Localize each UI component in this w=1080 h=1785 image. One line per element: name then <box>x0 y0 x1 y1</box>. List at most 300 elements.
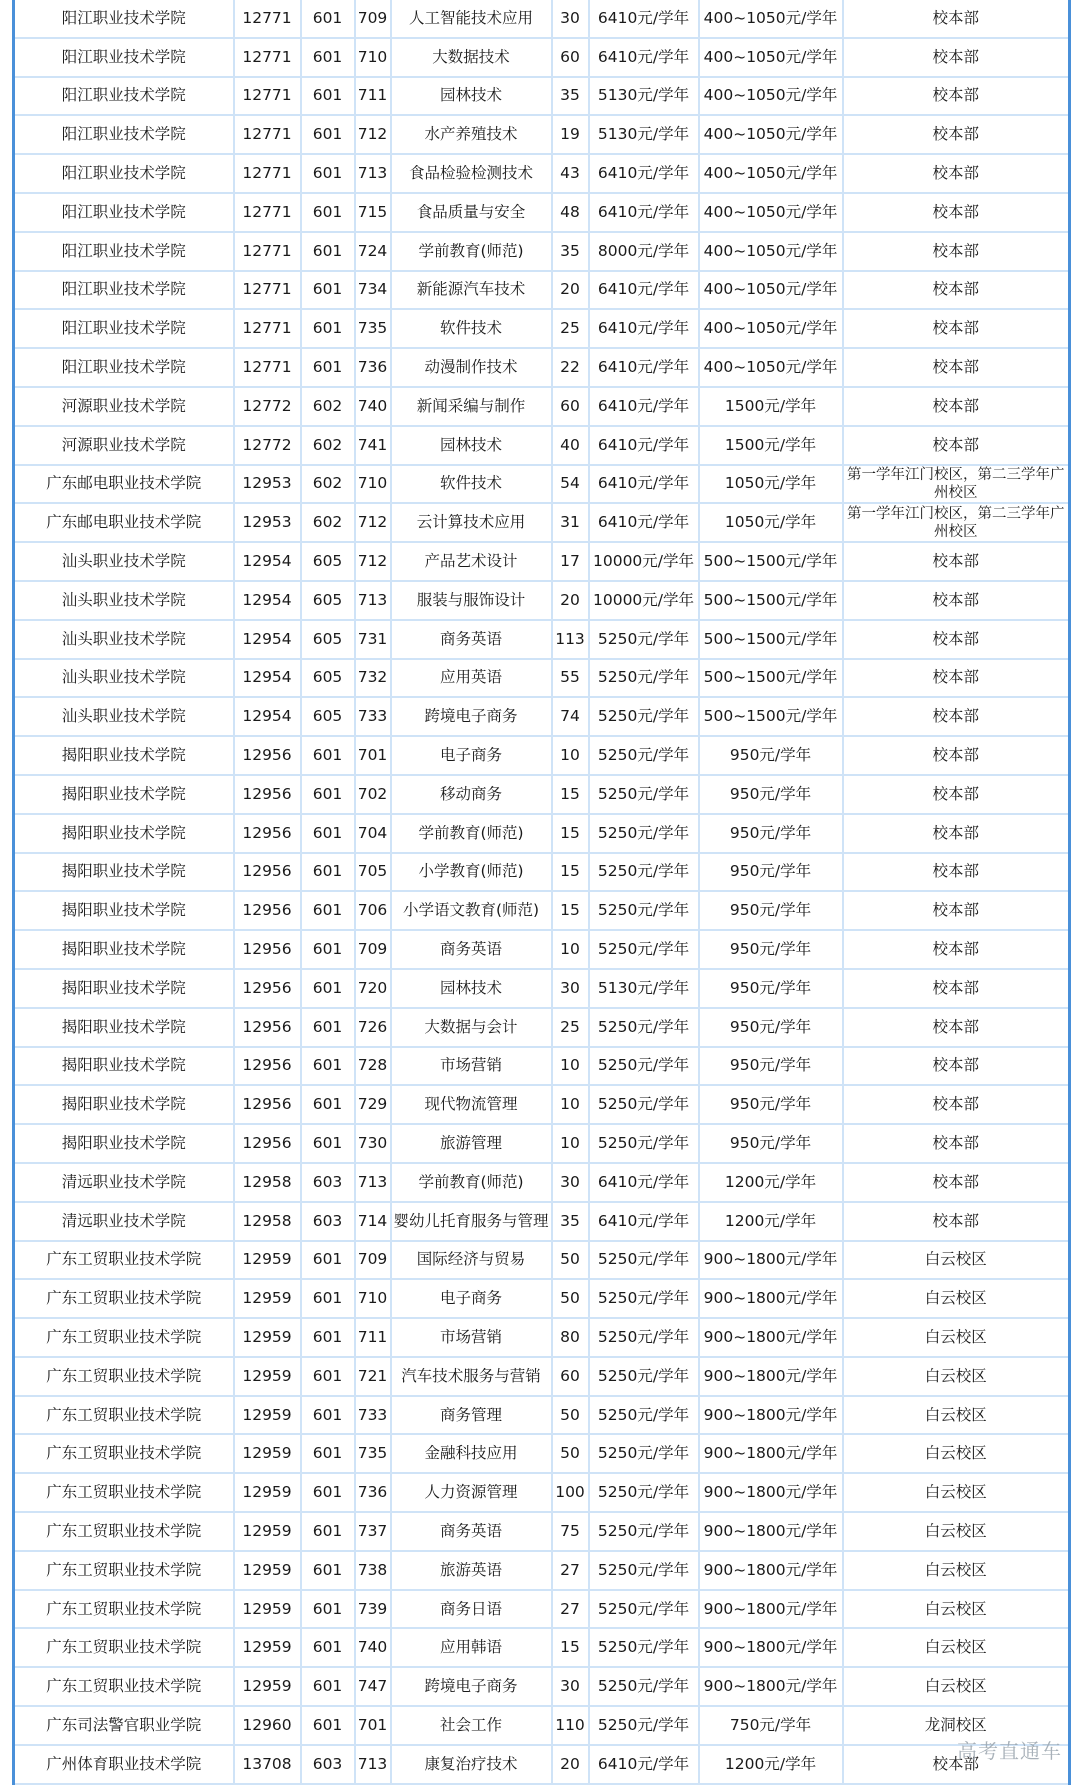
table-row <box>14 38 1070 77</box>
major-name-cell: 园林技术 <box>391 426 552 465</box>
major-name-cell: 学前教育(师范) <box>391 1163 552 1202</box>
campus-cell: 校本部 <box>843 426 1070 465</box>
major-code-cell: 721 <box>355 1357 391 1396</box>
school-cell: 广东工贸职业技术学院 <box>14 1551 234 1590</box>
plan-count-cell: 100 <box>552 1473 589 1512</box>
major-name-cell: 云计算技术应用 <box>391 503 552 542</box>
school-code-cell: 12958 <box>234 1202 301 1241</box>
dorm-fee-cell: 1200元/学年 <box>699 1745 843 1784</box>
dorm-fee-cell: 900~1800元/学年 <box>699 1590 843 1629</box>
dorm-fee-cell: 400~1050元/学年 <box>699 348 843 387</box>
group-code-cell: 605 <box>301 620 355 659</box>
plan-count-cell: 10 <box>552 1047 589 1086</box>
dorm-fee-cell: 400~1050元/学年 <box>699 309 843 348</box>
major-code-cell: 713 <box>355 581 391 620</box>
school-cell: 阳江职业技术学院 <box>14 154 234 193</box>
major-name-cell: 动漫制作技术 <box>391 348 552 387</box>
tuition-cell: 5250元/学年 <box>589 1590 699 1629</box>
campus-cell: 白云校区 <box>843 1551 1070 1590</box>
school-cell: 阳江职业技术学院 <box>14 309 234 348</box>
dorm-fee-cell: 1200元/学年 <box>699 1163 843 1202</box>
campus-cell: 校本部 <box>843 1124 1070 1163</box>
major-code-cell: 713 <box>355 1745 391 1784</box>
group-code-cell: 601 <box>301 309 355 348</box>
table-row <box>14 154 1070 193</box>
table-row <box>14 1047 1070 1086</box>
campus-cell: 白云校区 <box>843 1279 1070 1318</box>
school-cell: 广东邮电职业技术学院 <box>14 465 234 504</box>
school-cell: 揭阳职业技术学院 <box>14 1008 234 1047</box>
major-code-cell: 740 <box>355 387 391 426</box>
dorm-fee-cell: 950元/学年 <box>699 814 843 853</box>
major-name-cell: 软件技术 <box>391 309 552 348</box>
tuition-cell: 5130元/学年 <box>589 77 699 116</box>
tuition-cell: 5250元/学年 <box>589 1241 699 1280</box>
plan-count-cell: 60 <box>552 38 589 77</box>
campus-cell: 校本部 <box>843 697 1070 736</box>
dorm-fee-cell: 500~1500元/学年 <box>699 620 843 659</box>
table-row <box>14 1008 1070 1047</box>
group-code-cell: 601 <box>301 1512 355 1551</box>
campus-cell: 第一学年江门校区，第二三学年广州校区 <box>843 503 1070 542</box>
tuition-cell: 8000元/学年 <box>589 232 699 271</box>
group-code-cell: 601 <box>301 115 355 154</box>
school-code-cell: 12956 <box>234 736 301 775</box>
tuition-cell: 5250元/学年 <box>589 1628 699 1667</box>
plan-count-cell: 48 <box>552 193 589 232</box>
major-code-cell: 705 <box>355 853 391 892</box>
major-code-cell: 738 <box>355 1551 391 1590</box>
school-code-cell: 12771 <box>234 232 301 271</box>
school-code-cell: 12956 <box>234 1085 301 1124</box>
tuition-cell: 6410元/学年 <box>589 193 699 232</box>
campus-cell: 校本部 <box>843 1202 1070 1241</box>
group-code-cell: 601 <box>301 930 355 969</box>
major-code-cell: 736 <box>355 1473 391 1512</box>
plan-count-cell: 10 <box>552 930 589 969</box>
major-name-cell: 学前教育(师范) <box>391 814 552 853</box>
table-row <box>14 1279 1070 1318</box>
admission-table <box>12 0 1071 1785</box>
tuition-cell: 6410元/学年 <box>589 503 699 542</box>
school-code-cell: 13708 <box>234 1745 301 1784</box>
table-row <box>14 193 1070 232</box>
campus-cell: 校本部 <box>843 348 1070 387</box>
major-code-cell: 701 <box>355 1706 391 1745</box>
campus-cell: 白云校区 <box>843 1667 1070 1706</box>
dorm-fee-cell: 500~1500元/学年 <box>699 697 843 736</box>
major-name-cell: 跨境电子商务 <box>391 697 552 736</box>
table-row <box>14 1318 1070 1357</box>
plan-count-cell: 20 <box>552 581 589 620</box>
table-row <box>14 1202 1070 1241</box>
tuition-cell: 5130元/学年 <box>589 115 699 154</box>
school-code-cell: 12954 <box>234 620 301 659</box>
major-name-cell: 学前教育(师范) <box>391 232 552 271</box>
admission-table-container <box>12 0 1068 1785</box>
tuition-cell: 5250元/学年 <box>589 1279 699 1318</box>
major-name-cell: 食品质量与安全 <box>391 193 552 232</box>
major-name-cell: 电子商务 <box>391 736 552 775</box>
plan-count-cell: 35 <box>552 232 589 271</box>
table-row <box>14 1512 1070 1551</box>
campus-cell: 校本部 <box>843 814 1070 853</box>
school-cell: 广州体育职业技术学院 <box>14 1745 234 1784</box>
table-body <box>14 0 1070 1784</box>
plan-count-cell: 10 <box>552 1085 589 1124</box>
school-code-cell: 12771 <box>234 309 301 348</box>
tuition-cell: 5250元/学年 <box>589 930 699 969</box>
table-row <box>14 1551 1070 1590</box>
tuition-cell: 5250元/学年 <box>589 1473 699 1512</box>
school-code-cell: 12954 <box>234 542 301 581</box>
school-code-cell: 12956 <box>234 814 301 853</box>
school-code-cell: 12771 <box>234 38 301 77</box>
school-cell: 广东工贸职业技术学院 <box>14 1241 234 1280</box>
group-code-cell: 601 <box>301 77 355 116</box>
group-code-cell: 601 <box>301 1706 355 1745</box>
tuition-cell: 5250元/学年 <box>589 1085 699 1124</box>
tuition-cell: 5130元/学年 <box>589 969 699 1008</box>
group-code-cell: 605 <box>301 542 355 581</box>
major-code-cell: 715 <box>355 193 391 232</box>
tuition-cell: 6410元/学年 <box>589 309 699 348</box>
school-cell: 揭阳职业技术学院 <box>14 969 234 1008</box>
school-cell: 河源职业技术学院 <box>14 387 234 426</box>
table-row <box>14 503 1070 542</box>
major-code-cell: 733 <box>355 1396 391 1435</box>
major-name-cell: 旅游管理 <box>391 1124 552 1163</box>
school-cell: 广东工贸职业技术学院 <box>14 1396 234 1435</box>
major-code-cell: 733 <box>355 697 391 736</box>
school-cell: 阳江职业技术学院 <box>14 348 234 387</box>
major-name-cell: 商务英语 <box>391 930 552 969</box>
plan-count-cell: 75 <box>552 1512 589 1551</box>
dorm-fee-cell: 900~1800元/学年 <box>699 1512 843 1551</box>
tuition-cell: 6410元/学年 <box>589 387 699 426</box>
dorm-fee-cell: 400~1050元/学年 <box>699 271 843 310</box>
major-name-cell: 服装与服饰设计 <box>391 581 552 620</box>
plan-count-cell: 27 <box>552 1551 589 1590</box>
dorm-fee-cell: 750元/学年 <box>699 1706 843 1745</box>
campus-cell: 校本部 <box>843 659 1070 698</box>
table-row <box>14 465 1070 504</box>
school-code-cell: 12771 <box>234 0 301 38</box>
campus-cell: 校本部 <box>843 232 1070 271</box>
table-row <box>14 1590 1070 1629</box>
plan-count-cell: 10 <box>552 1124 589 1163</box>
campus-cell: 校本部 <box>843 853 1070 892</box>
tuition-cell: 6410元/学年 <box>589 271 699 310</box>
dorm-fee-cell: 500~1500元/学年 <box>699 542 843 581</box>
school-cell: 广东工贸职业技术学院 <box>14 1279 234 1318</box>
school-code-cell: 12959 <box>234 1396 301 1435</box>
tuition-cell: 6410元/学年 <box>589 1202 699 1241</box>
tuition-cell: 6410元/学年 <box>589 154 699 193</box>
major-code-cell: 712 <box>355 503 391 542</box>
dorm-fee-cell: 400~1050元/学年 <box>699 0 843 38</box>
dorm-fee-cell: 900~1800元/学年 <box>699 1396 843 1435</box>
group-code-cell: 602 <box>301 387 355 426</box>
dorm-fee-cell: 400~1050元/学年 <box>699 193 843 232</box>
school-cell: 清远职业技术学院 <box>14 1163 234 1202</box>
school-cell: 阳江职业技术学院 <box>14 115 234 154</box>
plan-count-cell: 25 <box>552 1008 589 1047</box>
school-code-cell: 12772 <box>234 387 301 426</box>
tuition-cell: 6410元/学年 <box>589 426 699 465</box>
major-code-cell: 709 <box>355 0 391 38</box>
dorm-fee-cell: 500~1500元/学年 <box>699 659 843 698</box>
plan-count-cell: 35 <box>552 77 589 116</box>
table-row <box>14 814 1070 853</box>
group-code-cell: 601 <box>301 1357 355 1396</box>
school-cell: 揭阳职业技术学院 <box>14 814 234 853</box>
group-code-cell: 603 <box>301 1163 355 1202</box>
major-code-cell: 710 <box>355 1279 391 1318</box>
table-row <box>14 1085 1070 1124</box>
tuition-cell: 5250元/学年 <box>589 1706 699 1745</box>
campus-cell: 校本部 <box>843 581 1070 620</box>
major-code-cell: 732 <box>355 659 391 698</box>
tuition-cell: 5250元/学年 <box>589 736 699 775</box>
dorm-fee-cell: 950元/学年 <box>699 1047 843 1086</box>
tuition-cell: 6410元/学年 <box>589 465 699 504</box>
tuition-cell: 5250元/学年 <box>589 814 699 853</box>
school-cell: 广东工贸职业技术学院 <box>14 1318 234 1357</box>
major-name-cell: 移动商务 <box>391 775 552 814</box>
major-name-cell: 现代物流管理 <box>391 1085 552 1124</box>
school-code-cell: 12954 <box>234 697 301 736</box>
major-name-cell: 市场营销 <box>391 1318 552 1357</box>
dorm-fee-cell: 900~1800元/学年 <box>699 1551 843 1590</box>
group-code-cell: 601 <box>301 1085 355 1124</box>
dorm-fee-cell: 500~1500元/学年 <box>699 581 843 620</box>
major-code-cell: 729 <box>355 1085 391 1124</box>
tuition-cell: 5250元/学年 <box>589 1124 699 1163</box>
major-name-cell: 大数据与会计 <box>391 1008 552 1047</box>
group-code-cell: 601 <box>301 1124 355 1163</box>
table-row <box>14 581 1070 620</box>
plan-count-cell: 113 <box>552 620 589 659</box>
group-code-cell: 601 <box>301 1551 355 1590</box>
group-code-cell: 603 <box>301 1745 355 1784</box>
plan-count-cell: 20 <box>552 271 589 310</box>
school-code-cell: 12772 <box>234 426 301 465</box>
plan-count-cell: 20 <box>552 1745 589 1784</box>
major-code-cell: 740 <box>355 1628 391 1667</box>
group-code-cell: 601 <box>301 193 355 232</box>
school-cell: 广东工贸职业技术学院 <box>14 1357 234 1396</box>
table-row <box>14 659 1070 698</box>
group-code-cell: 601 <box>301 1279 355 1318</box>
table-row <box>14 930 1070 969</box>
plan-count-cell: 15 <box>552 1628 589 1667</box>
tuition-cell: 6410元/学年 <box>589 0 699 38</box>
school-code-cell: 12771 <box>234 348 301 387</box>
plan-count-cell: 50 <box>552 1396 589 1435</box>
plan-count-cell: 10 <box>552 736 589 775</box>
dorm-fee-cell: 950元/学年 <box>699 930 843 969</box>
school-code-cell: 12956 <box>234 1124 301 1163</box>
school-code-cell: 12956 <box>234 775 301 814</box>
school-cell: 汕头职业技术学院 <box>14 542 234 581</box>
campus-cell: 校本部 <box>843 1047 1070 1086</box>
dorm-fee-cell: 900~1800元/学年 <box>699 1667 843 1706</box>
dorm-fee-cell: 900~1800元/学年 <box>699 1357 843 1396</box>
school-code-cell: 12959 <box>234 1473 301 1512</box>
group-code-cell: 601 <box>301 1318 355 1357</box>
watermark: 高考直通车 <box>957 1739 1062 1763</box>
dorm-fee-cell: 900~1800元/学年 <box>699 1241 843 1280</box>
group-code-cell: 605 <box>301 581 355 620</box>
school-cell: 揭阳职业技术学院 <box>14 853 234 892</box>
dorm-fee-cell: 900~1800元/学年 <box>699 1473 843 1512</box>
table-row <box>14 969 1070 1008</box>
dorm-fee-cell: 950元/学年 <box>699 969 843 1008</box>
campus-cell: 校本部 <box>843 154 1070 193</box>
campus-cell: 校本部 <box>843 1745 1070 1784</box>
group-code-cell: 601 <box>301 736 355 775</box>
table-row <box>14 0 1070 38</box>
school-cell: 广东工贸职业技术学院 <box>14 1628 234 1667</box>
dorm-fee-cell: 400~1050元/学年 <box>699 115 843 154</box>
campus-cell: 龙洞校区 <box>843 1706 1070 1745</box>
major-code-cell: 710 <box>355 465 391 504</box>
major-name-cell: 小学语文教育(师范) <box>391 891 552 930</box>
school-code-cell: 12954 <box>234 581 301 620</box>
campus-cell: 白云校区 <box>843 1512 1070 1551</box>
dorm-fee-cell: 950元/学年 <box>699 1124 843 1163</box>
group-code-cell: 601 <box>301 969 355 1008</box>
dorm-fee-cell: 1200元/学年 <box>699 1202 843 1241</box>
school-cell: 广东司法警官职业学院 <box>14 1706 234 1745</box>
school-cell: 揭阳职业技术学院 <box>14 736 234 775</box>
school-code-cell: 12959 <box>234 1667 301 1706</box>
school-cell: 阳江职业技术学院 <box>14 38 234 77</box>
group-code-cell: 601 <box>301 348 355 387</box>
group-code-cell: 601 <box>301 775 355 814</box>
major-name-cell: 汽车技术服务与营销 <box>391 1357 552 1396</box>
school-code-cell: 12771 <box>234 77 301 116</box>
campus-cell: 校本部 <box>843 1163 1070 1202</box>
plan-count-cell: 30 <box>552 969 589 1008</box>
major-code-cell: 735 <box>355 309 391 348</box>
tuition-cell: 5250元/学年 <box>589 1047 699 1086</box>
tuition-cell: 5250元/学年 <box>589 1357 699 1396</box>
school-code-cell: 12959 <box>234 1628 301 1667</box>
tuition-cell: 10000元/学年 <box>589 581 699 620</box>
table-row <box>14 1124 1070 1163</box>
major-code-cell: 711 <box>355 77 391 116</box>
tuition-cell: 5250元/学年 <box>589 775 699 814</box>
major-code-cell: 731 <box>355 620 391 659</box>
major-name-cell: 食品检验检测技术 <box>391 154 552 193</box>
plan-count-cell: 17 <box>552 542 589 581</box>
school-code-cell: 12953 <box>234 503 301 542</box>
campus-cell: 校本部 <box>843 1085 1070 1124</box>
tuition-cell: 6410元/学年 <box>589 1745 699 1784</box>
major-code-cell: 714 <box>355 1202 391 1241</box>
campus-cell: 校本部 <box>843 736 1070 775</box>
major-name-cell: 婴幼儿托育服务与管理 <box>391 1202 552 1241</box>
plan-count-cell: 31 <box>552 503 589 542</box>
major-code-cell: 724 <box>355 232 391 271</box>
school-cell: 阳江职业技术学院 <box>14 0 234 38</box>
table-row <box>14 853 1070 892</box>
major-code-cell: 737 <box>355 1512 391 1551</box>
table-row <box>14 1667 1070 1706</box>
major-name-cell: 小学教育(师范) <box>391 853 552 892</box>
major-name-cell: 人力资源管理 <box>391 1473 552 1512</box>
school-cell: 河源职业技术学院 <box>14 426 234 465</box>
school-code-cell: 12959 <box>234 1241 301 1280</box>
school-cell: 清远职业技术学院 <box>14 1202 234 1241</box>
major-code-cell: 726 <box>355 1008 391 1047</box>
major-code-cell: 704 <box>355 814 391 853</box>
school-cell: 阳江职业技术学院 <box>14 77 234 116</box>
school-code-cell: 12771 <box>234 115 301 154</box>
major-code-cell: 701 <box>355 736 391 775</box>
major-code-cell: 706 <box>355 891 391 930</box>
major-code-cell: 702 <box>355 775 391 814</box>
major-name-cell: 商务英语 <box>391 1512 552 1551</box>
dorm-fee-cell: 400~1050元/学年 <box>699 232 843 271</box>
major-code-cell: 741 <box>355 426 391 465</box>
plan-count-cell: 54 <box>552 465 589 504</box>
school-code-cell: 12956 <box>234 1008 301 1047</box>
plan-count-cell: 55 <box>552 659 589 698</box>
school-cell: 阳江职业技术学院 <box>14 232 234 271</box>
plan-count-cell: 74 <box>552 697 589 736</box>
plan-count-cell: 22 <box>552 348 589 387</box>
school-cell: 广东邮电职业技术学院 <box>14 503 234 542</box>
plan-count-cell: 40 <box>552 426 589 465</box>
group-code-cell: 601 <box>301 1241 355 1280</box>
dorm-fee-cell: 950元/学年 <box>699 853 843 892</box>
group-code-cell: 601 <box>301 1396 355 1435</box>
dorm-fee-cell: 950元/学年 <box>699 1085 843 1124</box>
major-name-cell: 金融科技应用 <box>391 1434 552 1473</box>
major-code-cell: 710 <box>355 38 391 77</box>
group-code-cell: 601 <box>301 1473 355 1512</box>
tuition-cell: 6410元/学年 <box>589 38 699 77</box>
campus-cell: 白云校区 <box>843 1473 1070 1512</box>
tuition-cell: 6410元/学年 <box>589 348 699 387</box>
group-code-cell: 601 <box>301 38 355 77</box>
school-cell: 广东工贸职业技术学院 <box>14 1590 234 1629</box>
school-code-cell: 12954 <box>234 659 301 698</box>
major-code-cell: 720 <box>355 969 391 1008</box>
tuition-cell: 5250元/学年 <box>589 1551 699 1590</box>
group-code-cell: 601 <box>301 154 355 193</box>
school-code-cell: 12959 <box>234 1357 301 1396</box>
major-name-cell: 商务管理 <box>391 1396 552 1435</box>
major-code-cell: 736 <box>355 348 391 387</box>
campus-cell: 校本部 <box>843 969 1070 1008</box>
campus-cell: 校本部 <box>843 1008 1070 1047</box>
campus-cell: 校本部 <box>843 115 1070 154</box>
campus-cell: 校本部 <box>843 38 1070 77</box>
major-name-cell: 商务日语 <box>391 1590 552 1629</box>
major-code-cell: 735 <box>355 1434 391 1473</box>
school-code-cell: 12959 <box>234 1318 301 1357</box>
tuition-cell: 5250元/学年 <box>589 853 699 892</box>
plan-count-cell: 60 <box>552 387 589 426</box>
group-code-cell: 601 <box>301 0 355 38</box>
table-row <box>14 348 1070 387</box>
school-cell: 广东工贸职业技术学院 <box>14 1667 234 1706</box>
dorm-fee-cell: 950元/学年 <box>699 775 843 814</box>
